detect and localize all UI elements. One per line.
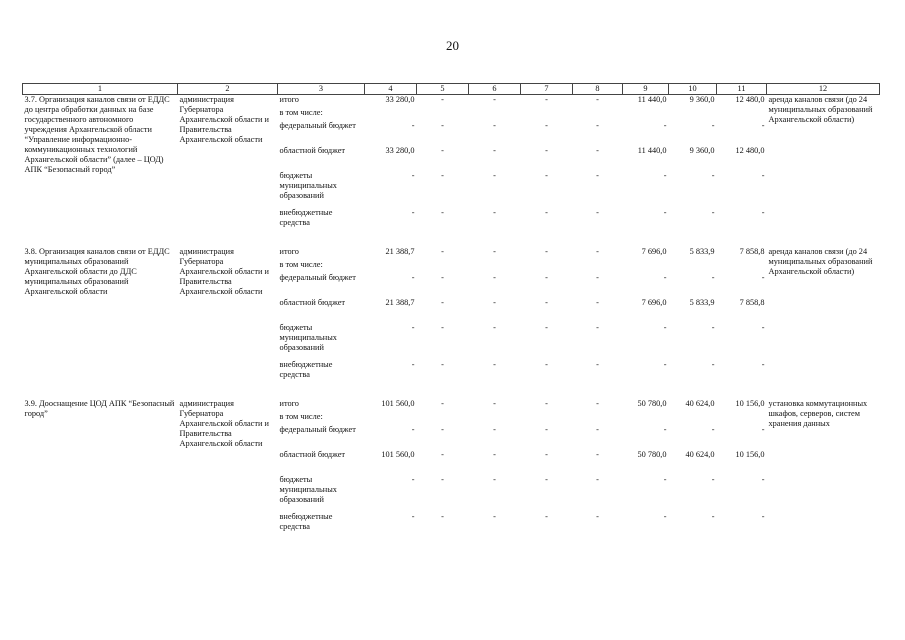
funding-source-label: областной бюджет bbox=[279, 297, 346, 307]
cell-7: - bbox=[545, 474, 548, 484]
cell-11: - bbox=[761, 511, 765, 521]
cell-7 bbox=[521, 260, 573, 273]
cell-10: 9 360,0 bbox=[689, 95, 715, 104]
cell-6: - bbox=[493, 95, 496, 104]
funding-source-label: областной бюджет bbox=[279, 145, 346, 155]
cell-10: - bbox=[711, 120, 715, 130]
funding-source-label: в том числе: bbox=[279, 259, 323, 269]
cell-8: - bbox=[596, 207, 599, 217]
header-col-11: 11 bbox=[717, 84, 767, 95]
table-row bbox=[23, 247, 880, 260]
header-col-7: 7 bbox=[521, 84, 573, 95]
cell-4: - bbox=[411, 511, 415, 521]
cell-11: - bbox=[761, 207, 765, 217]
cell-4: - bbox=[411, 170, 415, 180]
measure-title: 3.7. Организация каналов связи от ЕДДС до центра обработки данных на базе государственного автономного учреждения Архангельской области “Управление информационно-коммуникационных технологий Архангельской области” (далее – ЦОД) АПК “Безопасный город” bbox=[24, 95, 170, 174]
cell-4: 101 560,0 bbox=[381, 449, 415, 459]
cell-10: 40 624,0 bbox=[685, 449, 715, 459]
cell-4: - bbox=[411, 120, 415, 130]
cell-9: - bbox=[663, 207, 667, 217]
cell-4: 33 280,0 bbox=[385, 145, 415, 155]
cell-8: - bbox=[596, 449, 599, 459]
cell-10: - bbox=[711, 474, 715, 484]
cell-8: - bbox=[596, 297, 599, 307]
cell-5: - bbox=[441, 424, 444, 434]
cell-6: - bbox=[493, 207, 496, 217]
cell-8: - bbox=[596, 511, 599, 521]
funding-source-label: в том числе: bbox=[279, 107, 323, 117]
cell-9: - bbox=[663, 359, 667, 369]
cell-6: - bbox=[493, 398, 496, 408]
cell-9 bbox=[623, 260, 669, 273]
cell-8: - bbox=[596, 359, 599, 369]
cell-7: - bbox=[545, 170, 548, 180]
header-col-10: 10 bbox=[669, 84, 717, 95]
cell-5: - bbox=[441, 246, 444, 256]
cell-4: - bbox=[411, 207, 415, 217]
funding-source-label: федеральный бюджет bbox=[279, 120, 356, 130]
cell-11 bbox=[717, 108, 767, 121]
cell-4: 33 280,0 bbox=[385, 95, 415, 104]
cell-11: 10 156,0 bbox=[735, 398, 765, 408]
cell-7 bbox=[521, 108, 573, 121]
funding-source-label: итого bbox=[279, 95, 299, 104]
cell-8: - bbox=[596, 95, 599, 104]
cell-9: 7 696,0 bbox=[641, 246, 667, 256]
cell-6: - bbox=[493, 449, 496, 459]
cell-8: - bbox=[596, 474, 599, 484]
measure-note: аренда каналов связи (до 24 муниципальных образований Архангельской области) bbox=[768, 95, 873, 124]
cell-6 bbox=[469, 108, 521, 121]
cell-9: - bbox=[663, 170, 667, 180]
section-spacer bbox=[23, 233, 880, 247]
cell-6: - bbox=[493, 424, 496, 434]
header-col-5: 5 bbox=[417, 84, 469, 95]
cell-8: - bbox=[596, 272, 599, 282]
cell-11: - bbox=[761, 170, 765, 180]
cell-11: 7 858,8 bbox=[739, 297, 765, 307]
funding-source-label: бюджеты муниципальных образований bbox=[279, 322, 337, 352]
table-row bbox=[23, 95, 880, 108]
cell-8: - bbox=[596, 424, 599, 434]
funding-source-label: федеральный бюджет bbox=[279, 272, 356, 282]
cell-4: - bbox=[411, 272, 415, 282]
cell-7: - bbox=[545, 297, 548, 307]
cell-10: 40 624,0 bbox=[685, 398, 715, 408]
header-col-3: 3 bbox=[278, 84, 365, 95]
funding-source-label: внебюджетные средства bbox=[279, 359, 333, 379]
measure-executor: администрация Губернатора Архангельской области и Правительства Архангельской области bbox=[179, 95, 269, 144]
cell-5: - bbox=[441, 511, 444, 521]
cell-4: 21 388,7 bbox=[385, 246, 415, 256]
cell-8: - bbox=[596, 170, 599, 180]
cell-7: - bbox=[545, 511, 548, 521]
cell-4 bbox=[365, 260, 417, 273]
cell-5: - bbox=[441, 120, 444, 130]
cell-4: - bbox=[411, 474, 415, 484]
cell-5: - bbox=[441, 398, 444, 408]
header-col-9: 9 bbox=[623, 84, 669, 95]
measure-note: аренда каналов связи (до 24 муниципальных образований Архангельской области) bbox=[768, 246, 873, 276]
cell-6: - bbox=[493, 246, 496, 256]
cell-11: - bbox=[761, 359, 765, 369]
cell-10: 5 833,9 bbox=[689, 297, 715, 307]
header-col-2: 2 bbox=[178, 84, 278, 95]
cell-9: 11 440,0 bbox=[637, 145, 667, 155]
cell-5 bbox=[417, 260, 469, 273]
cell-6: - bbox=[493, 297, 496, 307]
funding-source-label: внебюджетные средства bbox=[279, 207, 333, 227]
cell-5: - bbox=[441, 272, 444, 282]
cell-8 bbox=[573, 412, 623, 425]
cell-5: - bbox=[441, 170, 444, 180]
funding-source-label: итого bbox=[279, 398, 299, 408]
cell-5: - bbox=[441, 95, 444, 104]
header-col-12: 12 bbox=[767, 84, 880, 95]
cell-11: - bbox=[761, 474, 765, 484]
cell-9: 7 696,0 bbox=[641, 297, 667, 307]
cell-9: - bbox=[663, 272, 667, 282]
cell-8: - bbox=[596, 398, 599, 408]
cell-5: - bbox=[441, 449, 444, 459]
cell-6: - bbox=[493, 474, 496, 484]
cell-10 bbox=[669, 412, 717, 425]
cell-11: 12 480,0 bbox=[735, 95, 765, 104]
funding-source-label: федеральный бюджет bbox=[279, 424, 356, 434]
cell-9: 11 440,0 bbox=[637, 95, 667, 104]
cell-8: - bbox=[596, 120, 599, 130]
plan-table bbox=[22, 83, 880, 537]
cell-6 bbox=[469, 412, 521, 425]
cell-10: - bbox=[711, 272, 715, 282]
cell-11: - bbox=[761, 272, 765, 282]
cell-6: - bbox=[493, 322, 496, 332]
cell-5 bbox=[417, 108, 469, 121]
cell-7: - bbox=[545, 272, 548, 282]
cell-7: - bbox=[545, 145, 548, 155]
header-col-4: 4 bbox=[365, 84, 417, 95]
cell-5: - bbox=[441, 297, 444, 307]
measure-note: установка коммутационных шкафов, серверов, систем хранения данных bbox=[768, 398, 868, 428]
spacer-cell bbox=[23, 385, 880, 399]
cell-4: - bbox=[411, 359, 415, 369]
cell-7: - bbox=[545, 424, 548, 434]
cell-11: - bbox=[761, 424, 765, 434]
cell-6: - bbox=[493, 170, 496, 180]
page-number: 20 bbox=[446, 38, 459, 53]
cell-4: 101 560,0 bbox=[381, 398, 415, 408]
cell-11: 10 156,0 bbox=[735, 449, 765, 459]
cell-10: - bbox=[711, 322, 715, 332]
cell-9: - bbox=[663, 322, 667, 332]
cell-7: - bbox=[545, 398, 548, 408]
cell-4: 21 388,7 bbox=[385, 297, 415, 307]
cell-4 bbox=[365, 108, 417, 121]
cell-9: - bbox=[663, 474, 667, 484]
cell-4 bbox=[365, 412, 417, 425]
measure-executor: администрация Губернатора Архангельской области и Правительства Архангельской области bbox=[179, 246, 269, 296]
cell-10: - bbox=[711, 170, 715, 180]
cell-5: - bbox=[441, 474, 444, 484]
cell-10 bbox=[669, 260, 717, 273]
cell-8 bbox=[573, 108, 623, 121]
cell-7: - bbox=[545, 95, 548, 104]
cell-8: - bbox=[596, 246, 599, 256]
cell-6: - bbox=[493, 359, 496, 369]
cell-11: - bbox=[761, 120, 765, 130]
cell-10: 9 360,0 bbox=[689, 145, 715, 155]
cell-7: - bbox=[545, 246, 548, 256]
cell-11: - bbox=[761, 322, 765, 332]
cell-8: - bbox=[596, 145, 599, 155]
cell-6: - bbox=[493, 145, 496, 155]
cell-11: 7 858,8 bbox=[739, 246, 765, 256]
cell-11 bbox=[717, 412, 767, 425]
spacer-cell bbox=[23, 233, 880, 247]
funding-source-label: внебюджетные средства bbox=[279, 511, 333, 531]
cell-5: - bbox=[441, 207, 444, 217]
funding-source-label: итого bbox=[279, 246, 299, 256]
cell-9: 50 780,0 bbox=[637, 398, 667, 408]
cell-5: - bbox=[441, 145, 444, 155]
cell-6 bbox=[469, 260, 521, 273]
cell-10 bbox=[669, 108, 717, 121]
measure-executor: администрация Губернатора Архангельской области и Правительства Архангельской области bbox=[179, 398, 269, 448]
plan-body bbox=[23, 95, 880, 537]
cell-7: - bbox=[545, 207, 548, 217]
cell-9: 50 780,0 bbox=[637, 449, 667, 459]
cell-4: - bbox=[411, 424, 415, 434]
cell-11 bbox=[717, 260, 767, 273]
cell-6: - bbox=[493, 120, 496, 130]
cell-7: - bbox=[545, 359, 548, 369]
funding-source-label: бюджеты муниципальных образований bbox=[279, 474, 337, 504]
cell-11: 12 480,0 bbox=[735, 145, 765, 155]
cell-8: - bbox=[596, 322, 599, 332]
cell-6: - bbox=[493, 511, 496, 521]
cell-7 bbox=[521, 412, 573, 425]
funding-source-label: областной бюджет bbox=[279, 449, 346, 459]
header-row bbox=[23, 84, 880, 95]
cell-5: - bbox=[441, 322, 444, 332]
cell-10: 5 833,9 bbox=[689, 246, 715, 256]
cell-4: - bbox=[411, 322, 415, 332]
cell-10: - bbox=[711, 424, 715, 434]
funding-source-label: бюджеты муниципальных образований bbox=[279, 170, 337, 200]
section-spacer bbox=[23, 385, 880, 399]
measure-title: 3.8. Организация каналов связи от ЕДДС муниципальных образований Архангельской области до ДДС муниципальных образований Архангельской области bbox=[24, 246, 170, 296]
cell-10: - bbox=[711, 511, 715, 521]
cell-5: - bbox=[441, 359, 444, 369]
header-col-8: 8 bbox=[573, 84, 623, 95]
measure-title: 3.9. Дооснащение ЦОД АПК “Безопасный город” bbox=[24, 398, 175, 418]
header-col-1: 1 bbox=[23, 84, 178, 95]
cell-9 bbox=[623, 108, 669, 121]
cell-9: - bbox=[663, 511, 667, 521]
cell-10: - bbox=[711, 359, 715, 369]
cell-6: - bbox=[493, 272, 496, 282]
funding-source-label: в том числе: bbox=[279, 411, 323, 421]
cell-8 bbox=[573, 260, 623, 273]
cell-7: - bbox=[545, 120, 548, 130]
header-col-6: 6 bbox=[469, 84, 521, 95]
cell-7: - bbox=[545, 322, 548, 332]
cell-9: - bbox=[663, 120, 667, 130]
cell-9: - bbox=[663, 424, 667, 434]
cell-7: - bbox=[545, 449, 548, 459]
cell-5 bbox=[417, 412, 469, 425]
cell-10: - bbox=[711, 207, 715, 217]
cell-9 bbox=[623, 412, 669, 425]
table-row bbox=[23, 399, 880, 412]
